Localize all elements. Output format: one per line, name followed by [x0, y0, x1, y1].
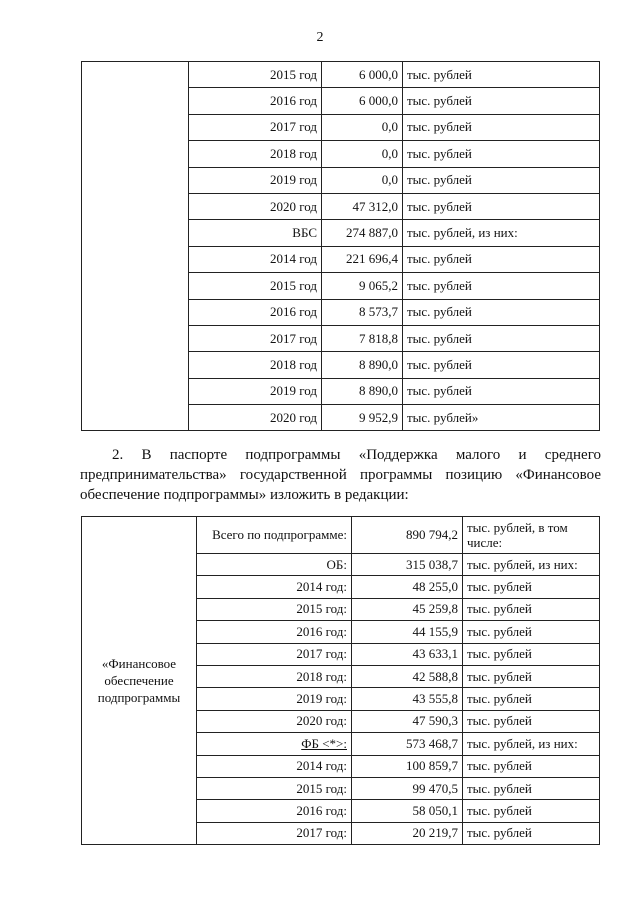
year-cell: 2015 год:: [197, 598, 352, 620]
amount-cell: 6 000,0: [322, 88, 403, 114]
unit-cell: тыс. рублей: [403, 246, 600, 272]
year-cell: 2020 год: [189, 193, 322, 219]
funding-table: [81, 516, 600, 845]
unit-cell: тыс. рублей: [403, 88, 600, 114]
amount-cell: 0,0: [322, 114, 403, 140]
amount-cell: 47 312,0: [322, 193, 403, 219]
year-cell: 2020 год:: [197, 710, 352, 732]
unit-cell: тыс. рублей: [463, 576, 600, 598]
year-cell: 2016 год: [189, 88, 322, 114]
amount-cell: 42 588,8: [352, 665, 463, 687]
unit-cell: тыс. рублей: [403, 273, 600, 299]
unit-cell: тыс. рублей: [463, 755, 600, 777]
unit-cell: тыс. рублей: [463, 598, 600, 620]
year-cell: 2016 год:: [197, 621, 352, 643]
amount-cell: 45 259,8: [352, 598, 463, 620]
amount-cell: 43 633,1: [352, 643, 463, 665]
amount-cell: 221 696,4: [322, 246, 403, 272]
unit-cell: тыс. рублей: [463, 621, 600, 643]
year-cell: 2017 год: [189, 325, 322, 351]
section-label-cell: «Финансовое обеспечение подпрограммы: [82, 517, 197, 845]
unit-cell: тыс. рублей: [463, 643, 600, 665]
amount-cell: 0,0: [322, 167, 403, 193]
amount-cell: 573 468,7: [352, 733, 463, 755]
year-cell: 2015 год: [189, 62, 322, 88]
year-cell: 2017 год: [189, 114, 322, 140]
unit-cell: тыс. рублей: [463, 800, 600, 822]
unit-cell: тыс. рублей: [403, 352, 600, 378]
unit-cell: тыс. рублей: [463, 710, 600, 732]
year-cell: 2020 год: [189, 405, 322, 431]
year-cell: 2018 год: [189, 141, 322, 167]
unit-cell: тыс. рублей: [403, 378, 600, 404]
year-cell: 2017 год:: [197, 643, 352, 665]
unit-cell: тыс. рублей: [463, 688, 600, 710]
unit-cell: тыс. рублей: [403, 299, 600, 325]
unit-cell: тыс. рублей: [403, 62, 600, 88]
amount-cell: 43 555,8: [352, 688, 463, 710]
amount-cell: 315 038,7: [352, 554, 463, 576]
unit-cell: тыс. рублей: [403, 114, 600, 140]
amount-cell: 8 890,0: [322, 378, 403, 404]
amount-cell: 890 794,2: [352, 517, 463, 554]
unit-cell: тыс. рублей: [403, 141, 600, 167]
unit-cell: тыс. рублей, из них:: [463, 554, 600, 576]
total-label-cell: Всего по подпрограмме:: [197, 517, 352, 554]
amount-cell: 6 000,0: [322, 62, 403, 88]
amount-cell: 48 255,0: [352, 576, 463, 598]
amount-cell: 8 573,7: [322, 299, 403, 325]
paragraph-line: предпринимательства» государственной программы позицию «Финансовое: [80, 467, 601, 483]
year-cell: 2018 год: [189, 352, 322, 378]
amount-cell: 9 952,9: [322, 405, 403, 431]
year-cell: 2016 год: [189, 299, 322, 325]
paragraph-line: 2. В паспорте подпрограммы «Поддержка малого и среднего: [112, 447, 601, 463]
source-cell: ФБ <*>:: [197, 733, 352, 755]
unit-cell: тыс. рублей: [403, 193, 600, 219]
year-cell: 2018 год:: [197, 665, 352, 687]
amount-cell: 9 065,2: [322, 273, 403, 299]
paragraph-line: обеспечение подпрограммы» изложить в редакции:: [80, 487, 409, 503]
unit-cell: тыс. рублей: [403, 325, 600, 351]
year-cell: 2019 год: [189, 167, 322, 193]
amount-cell: 0,0: [322, 141, 403, 167]
table-row: [82, 517, 600, 554]
unit-cell: тыс. рублей, из них:: [463, 733, 600, 755]
unit-cell: тыс. рублей, из них:: [403, 220, 600, 246]
year-cell: 2014 год: [189, 246, 322, 272]
amount-cell: 7 818,8: [322, 325, 403, 351]
amount-cell: 58 050,1: [352, 800, 463, 822]
unit-cell: тыс. рублей, в том числе:: [463, 517, 600, 554]
funding-table-continued: [81, 61, 600, 431]
source-cell: ВБС: [189, 220, 322, 246]
year-cell: 2016 год:: [197, 800, 352, 822]
year-cell: 2014 год:: [197, 576, 352, 598]
unit-cell: тыс. рублей»: [403, 405, 600, 431]
unit-cell: тыс. рублей: [463, 822, 600, 844]
amount-cell: 8 890,0: [322, 352, 403, 378]
year-cell: 2017 год:: [197, 822, 352, 844]
year-cell: 2015 год:: [197, 777, 352, 799]
source-cell: ОБ:: [197, 554, 352, 576]
unit-cell: тыс. рублей: [403, 167, 600, 193]
unit-cell: тыс. рублей: [463, 777, 600, 799]
year-cell: 2019 год: [189, 378, 322, 404]
amount-cell: 100 859,7: [352, 755, 463, 777]
unit-cell: тыс. рублей: [463, 665, 600, 687]
page-number: 2: [316, 30, 324, 45]
amount-cell: 44 155,9: [352, 621, 463, 643]
amount-cell: 99 470,5: [352, 777, 463, 799]
empty-label-cell: [82, 62, 189, 431]
amount-cell: 47 590,3: [352, 710, 463, 732]
amendment-paragraph: [80, 445, 601, 505]
amount-cell: 20 219,7: [352, 822, 463, 844]
year-cell: 2015 год: [189, 273, 322, 299]
year-cell: 2019 год:: [197, 688, 352, 710]
amount-cell: 274 887,0: [322, 220, 403, 246]
year-cell: 2014 год:: [197, 755, 352, 777]
table-row: [82, 62, 600, 88]
